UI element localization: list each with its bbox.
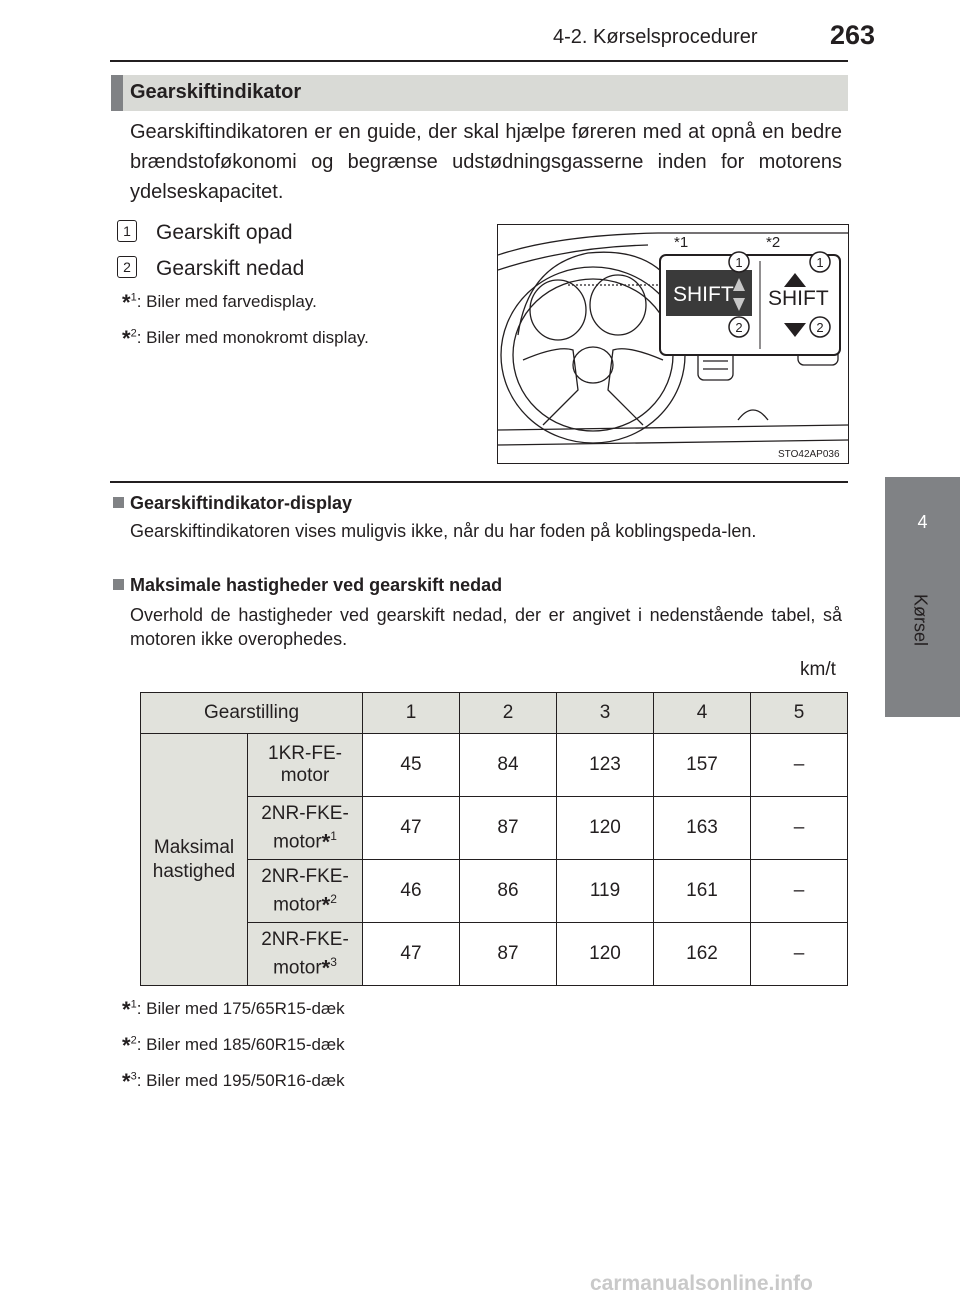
engine-note-sup: 1	[330, 828, 337, 843]
asterisk-icon: *	[122, 290, 131, 315]
speed-cell: 161	[654, 860, 751, 923]
engine-cell	[248, 860, 363, 923]
speed-cell: 119	[557, 860, 654, 923]
asterisk-icon: *	[321, 892, 331, 918]
speed-cell: 157	[654, 734, 751, 797]
header-section-title: 4-2. Kørselsprocedurer	[553, 26, 758, 48]
number-1-icon: 1	[117, 220, 137, 242]
table-row	[141, 797, 848, 860]
gear-header: 2	[460, 693, 557, 734]
asterisk-icon: *	[122, 326, 131, 351]
speed-table	[140, 692, 848, 986]
table-row	[141, 860, 848, 923]
intro-paragraph: Gearskiftindikatoren er en guide, der skal hjælpe føreren med at opnå en bedre brændstoføkonomi og begrænse udstødningsgasserne inden for motorens ydelseskapacitet.	[130, 121, 842, 203]
speed-cell: 46	[363, 860, 460, 923]
note-bottom-2	[122, 1033, 345, 1059]
speed-cell: 87	[460, 797, 557, 860]
note-bottom-3	[122, 1069, 345, 1095]
note-text: : Biler med monokromt display.	[136, 328, 369, 347]
speed-cell: 86	[460, 860, 557, 923]
note-bottom-1	[122, 997, 345, 1023]
speed-cell: 45	[363, 734, 460, 797]
speed-cell: –	[751, 734, 848, 797]
callout-number-2: 2	[735, 320, 743, 335]
subsection-title: Gearskiftindikator-display	[130, 493, 353, 513]
callout-label-1: *1	[674, 234, 689, 251]
page-number: 263	[830, 20, 876, 50]
chapter-tab-label	[900, 580, 940, 660]
speed-cell: 120	[557, 923, 654, 986]
speed-cell: 47	[363, 797, 460, 860]
square-bullet-icon	[113, 579, 124, 590]
note-top-2	[122, 326, 369, 352]
callout-number-1: 1	[735, 255, 743, 270]
subsection-text-display: Gearskiftindikatoren vises muligvis ikke, når du har foden på koblingspeda-len.	[130, 521, 757, 541]
chapter-tab-number: 4	[917, 512, 928, 532]
gear-header: 4	[654, 693, 751, 734]
section-heading-accent	[111, 75, 123, 111]
gear-header: 1	[363, 693, 460, 734]
table-header-row	[141, 693, 848, 734]
chapter-tab-label-text: Kørsel	[910, 593, 931, 647]
dashboard-figure	[497, 224, 849, 464]
note-sup: 1	[130, 998, 137, 1011]
speed-cell: 162	[654, 923, 751, 986]
speed-cell: –	[751, 860, 848, 923]
engine-name: 2NR-FKE-motor	[261, 802, 349, 853]
engine-cell	[248, 734, 363, 797]
callout-label-2: *2	[766, 234, 781, 251]
note-sup: 1	[130, 291, 137, 304]
engine-name: 1KR-FE-motor	[268, 743, 342, 786]
engine-name: 2NR-FKE-motor	[261, 865, 349, 916]
note-sup: 2	[130, 1034, 137, 1047]
figure-code: STO42AP036	[778, 449, 840, 460]
item-shift-up-label: Gearskift opad	[156, 221, 293, 244]
shift-text-mono: SHIFT	[768, 287, 829, 310]
shift-text-color: SHIFT	[673, 283, 734, 306]
item-shift-down-label: Gearskift nedad	[156, 257, 305, 280]
speed-cell: 87	[460, 923, 557, 986]
engine-cell	[248, 923, 363, 986]
gear-header: 3	[557, 693, 654, 734]
engine-name: 2NR-FKE-motor	[261, 928, 349, 979]
note-text: : Biler med 185/60R15-dæk	[136, 1035, 345, 1054]
note-text: : Biler med farvedisplay.	[136, 292, 317, 311]
number-2-icon: 2	[117, 256, 137, 278]
callout-number-1: 1	[816, 255, 824, 270]
callout-number-2: 2	[816, 320, 824, 335]
subsection-title: Maksimale hastigheder ved gearskift nedad	[130, 575, 503, 595]
speed-cell: –	[751, 923, 848, 986]
section-title: Gearskiftindikator	[130, 81, 302, 103]
table-corner-header: Gearstilling	[141, 693, 363, 734]
table-row	[141, 734, 848, 797]
header-rule	[110, 60, 848, 62]
table-unit: km/t	[800, 659, 836, 680]
subsection-heading-speeds	[113, 575, 502, 596]
speed-cell: 123	[557, 734, 654, 797]
row-group-text: Maksimal hastighed	[152, 836, 236, 882]
divider-rule	[110, 481, 848, 483]
asterisk-icon: *	[321, 829, 331, 855]
watermark: carmanualsonline.info	[590, 1272, 813, 1295]
engine-cell	[248, 797, 363, 860]
dashboard-illustration	[498, 225, 848, 463]
asterisk-icon: *	[321, 955, 331, 981]
speed-cell: 163	[654, 797, 751, 860]
note-sup: 3	[130, 1070, 137, 1083]
gear-header: 5	[751, 693, 848, 734]
asterisk-icon: *	[122, 997, 131, 1022]
asterisk-icon: *	[122, 1069, 131, 1094]
speed-cell: 120	[557, 797, 654, 860]
subsection-text-speeds: Overhold de hastigheder ved gearskift nedad, der er angivet i nedenstående tabel, så motoren ikke overophedes.	[130, 605, 842, 649]
note-top-1	[122, 290, 317, 316]
subsection-heading-display	[113, 493, 352, 514]
row-group-label	[141, 734, 248, 986]
asterisk-icon: *	[122, 1033, 131, 1058]
engine-note-sup: 2	[330, 891, 337, 906]
speed-cell: 47	[363, 923, 460, 986]
note-text: : Biler med 175/65R15-dæk	[136, 999, 345, 1018]
speed-cell: –	[751, 797, 848, 860]
note-sup: 2	[130, 327, 137, 340]
note-text: : Biler med 195/50R16-dæk	[136, 1071, 345, 1090]
square-bullet-icon	[113, 497, 124, 508]
table-row	[141, 923, 848, 986]
engine-note-sup: 3	[330, 954, 337, 969]
speed-cell: 84	[460, 734, 557, 797]
